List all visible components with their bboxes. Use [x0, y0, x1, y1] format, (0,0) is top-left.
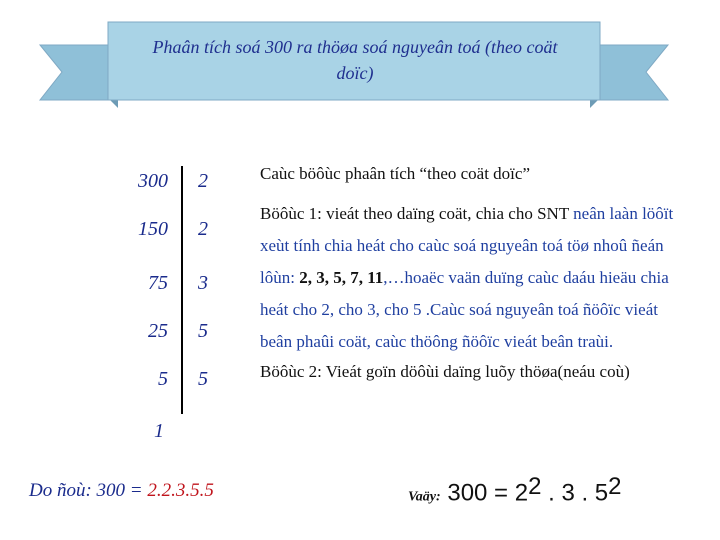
- conclusion-label: Do ñoù: 300 =: [29, 480, 148, 501]
- factor-3: 3: [198, 272, 208, 294]
- step-2-text: Böôùc 2: Vieát goïn döôùi daïng luõy thöøa(neáu coù): [260, 362, 630, 381]
- step1-text-d: lôùn:: [260, 268, 300, 287]
- final-expression-a: 300 = 2: [440, 479, 529, 507]
- final-label: Vaäy:: [408, 489, 441, 505]
- dividend-150: 150: [138, 218, 168, 240]
- steps-heading: Caùc böôùc phaân tích “theo coät doïc”: [260, 164, 530, 183]
- final-exponent-1: 2: [528, 473, 542, 500]
- final-expression-b: . 3 . 5: [541, 479, 609, 507]
- step-1-text: [260, 198, 700, 358]
- conclusion-value: 2.2.3.5.5: [147, 480, 214, 501]
- title-banner: [0, 0, 720, 120]
- dividend-75: 75: [148, 272, 168, 294]
- conclusion: [29, 480, 214, 502]
- step1-text-b: neân laàn löôït: [573, 204, 674, 223]
- dividend-300: 300: [138, 170, 168, 192]
- dividend-5: 5: [158, 368, 168, 390]
- step1-text-c: xeùt tính chia heát cho caùc soá nguyeân toá töø nhoû ñeán: [260, 236, 664, 255]
- factor-2: 2: [198, 170, 208, 192]
- factor-5: 5: [198, 320, 208, 342]
- final-result: [408, 473, 622, 507]
- factor-2: 2: [198, 218, 208, 240]
- step1-primes: 2, 3, 5, 7, 11: [299, 268, 384, 287]
- division-column-line: [181, 166, 183, 414]
- factor-5: 5: [198, 368, 208, 390]
- step1-text-g: beân phaûi coät, caùc thöông ñöôïc vieát beân traùi.: [260, 332, 614, 351]
- step1-text-e: ,…hoaëc vaän duïng caùc daáu hieäu chia: [383, 268, 669, 287]
- final-exponent-2: 2: [608, 473, 622, 500]
- step1-text-a: Böôùc 1: vieát theo daïng coät, chia cho SNT: [260, 204, 574, 223]
- banner-title: [145, 34, 565, 86]
- banner-title-line1: Phaân tích soá 300 ra thöøa soá nguyeân toá (theo coät: [152, 37, 558, 57]
- banner-title-line2: doïc): [336, 63, 374, 83]
- dividend-25: 25: [148, 320, 168, 342]
- step1-text-f: heát cho 2, cho 3, cho 5 .Caùc soá nguyeân toá ñöôïc vieát: [260, 300, 658, 319]
- dividend-1: 1: [154, 420, 164, 442]
